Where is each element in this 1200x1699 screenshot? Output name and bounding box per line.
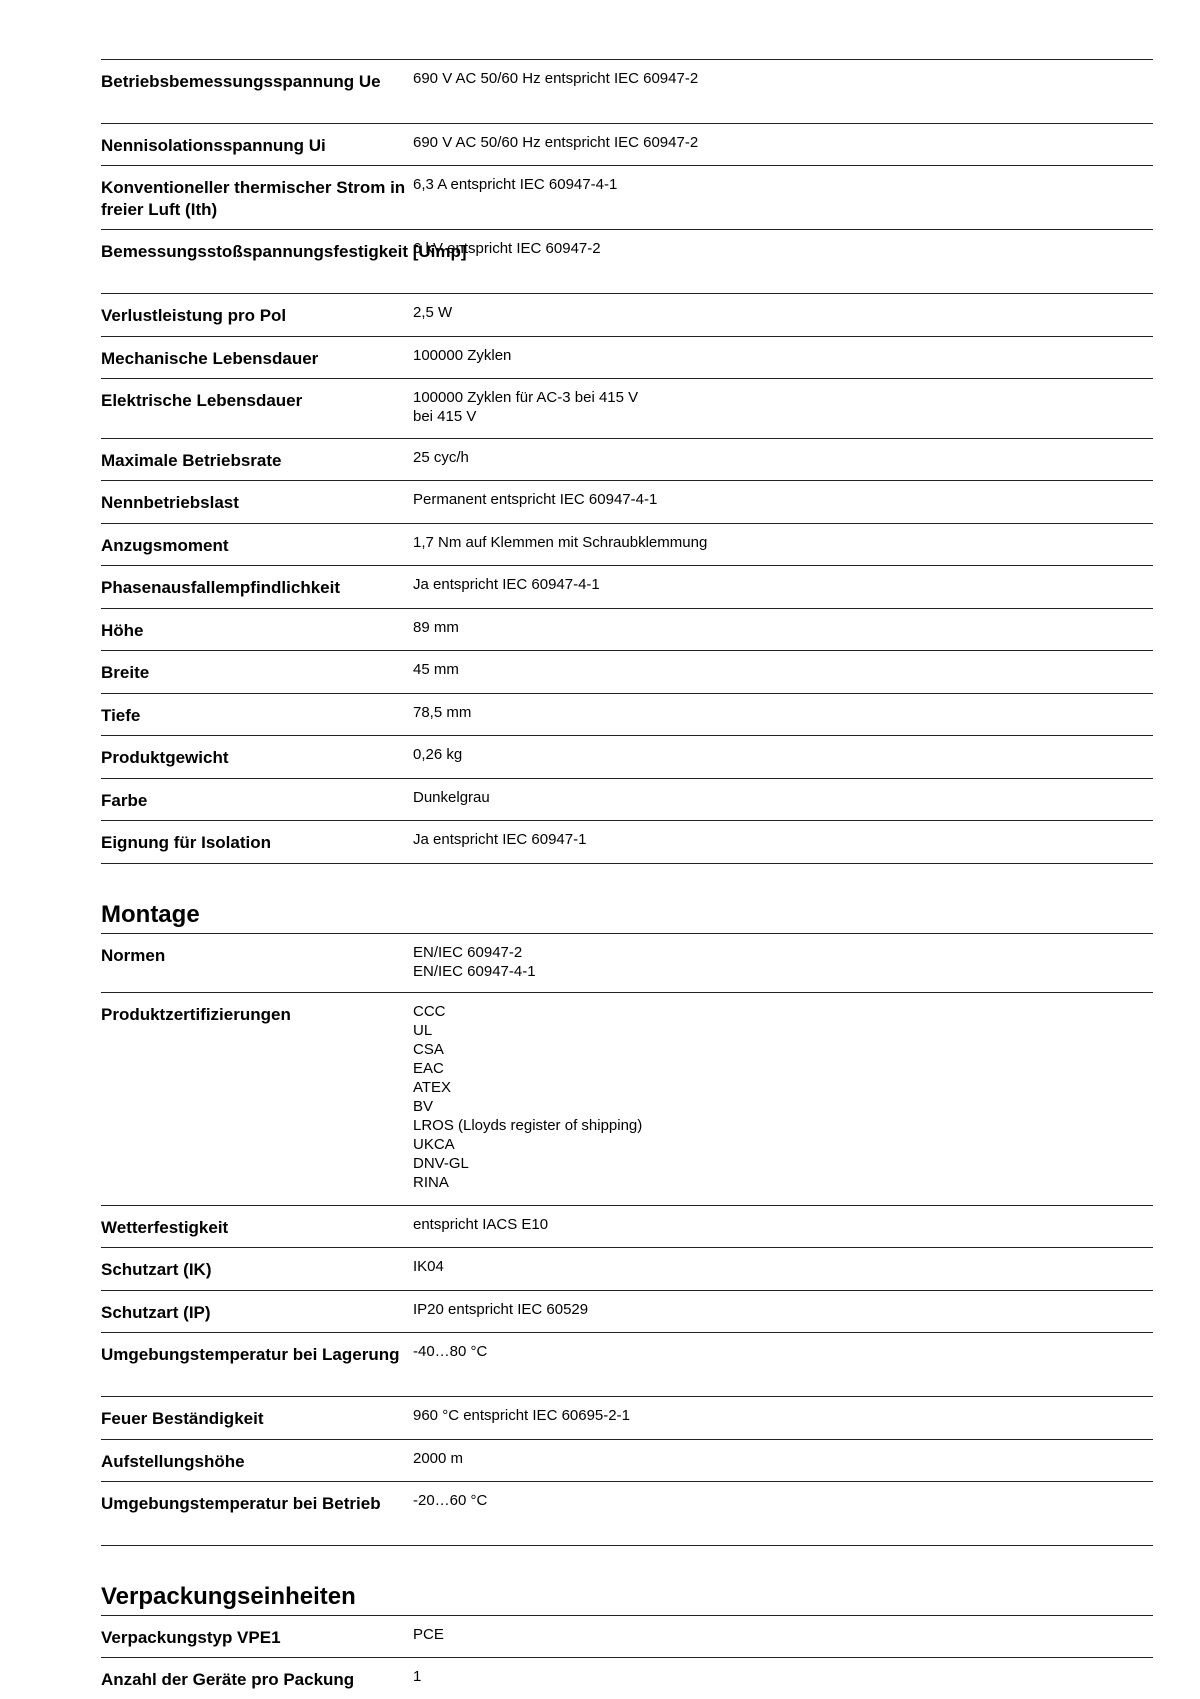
spec-label: Produktzertifizierungen [101, 1005, 291, 1024]
spec-value: IP20 entspricht IEC 60529 [413, 1301, 589, 1318]
spec-row [101, 523, 1153, 565]
section-title-verpackungseinheiten: Verpackungseinheiten [101, 1583, 356, 1610]
spec-value: 25 cyc/h [413, 449, 469, 466]
spec-row [101, 1205, 1153, 1247]
spec-value: 100000 Zyklen für AC-3 bei 415 V bei 415 V [413, 389, 639, 425]
spec-label: Schutzart (IP) [101, 1303, 211, 1322]
spec-row [101, 59, 1153, 123]
spec-row [101, 650, 1153, 693]
spec-row [101, 1247, 1153, 1290]
spec-label: Bemessungsstoßspannungsfestigkeit [Uimp] [101, 242, 467, 261]
spec-row [101, 1657, 1153, 1699]
spec-row [101, 378, 1153, 438]
spec-value: 45 mm [413, 661, 459, 678]
spec-table-electrical [101, 59, 1153, 864]
spec-value: 2000 m [413, 1450, 464, 1467]
spec-row [101, 438, 1153, 480]
spec-row [101, 933, 1153, 992]
spec-value: Permanent entspricht IEC 60947-4-1 [413, 491, 658, 508]
spec-row [101, 1439, 1153, 1481]
spec-label: Elektrische Lebensdauer [101, 391, 303, 410]
spec-label: Schutzart (IK) [101, 1260, 212, 1279]
spec-value: 1 [413, 1668, 422, 1685]
spec-label: Normen [101, 946, 166, 965]
spec-value: IK04 [413, 1258, 444, 1275]
spec-row [101, 123, 1153, 165]
spec-value: 690 V AC 50/60 Hz entspricht IEC 60947-2 [413, 70, 699, 87]
spec-label: Feuer Beständigkeit [101, 1409, 264, 1428]
spec-label: Nennbetriebslast [101, 493, 239, 512]
spec-label: Verlustleistung pro Pol [101, 306, 287, 325]
spec-label: Anzugsmoment [101, 536, 229, 555]
spec-row [101, 735, 1153, 778]
spec-label: Betriebsbemessungsspannung Ue [101, 72, 381, 91]
spec-label: Tiefe [101, 706, 141, 725]
spec-value: -40…80 °C [413, 1343, 488, 1360]
spec-row [101, 165, 1153, 229]
section-title-montage: Montage [101, 901, 200, 928]
spec-label: Phasenausfallempfindlichkeit [101, 578, 341, 597]
spec-row [101, 693, 1153, 735]
spec-row [101, 1332, 1153, 1396]
spec-row [101, 1290, 1153, 1332]
spec-label: Breite [101, 663, 150, 682]
spec-label: Verpackungstyp VPE1 [101, 1628, 281, 1647]
spec-value: 89 mm [413, 619, 459, 636]
spec-row [101, 992, 1153, 1205]
spec-value: 960 °C entspricht IEC 60695-2-1 [413, 1407, 630, 1424]
spec-value: 78,5 mm [413, 704, 472, 721]
spec-row [101, 778, 1153, 820]
spec-label: Anzahl der Geräte pro Packung [101, 1670, 355, 1689]
spec-value: Ja entspricht IEC 60947-4-1 [413, 576, 600, 593]
spec-row [101, 1396, 1153, 1439]
spec-value: 100000 Zyklen [413, 347, 512, 364]
spec-value: 690 V AC 50/60 Hz entspricht IEC 60947-2 [413, 134, 699, 151]
spec-label: Maximale Betriebsrate [101, 451, 282, 470]
spec-label: Konventioneller thermischer Strom in freier Luft (Ith) [101, 178, 406, 219]
spec-value: EN/IEC 60947-2 EN/IEC 60947-4-1 [413, 944, 536, 980]
spec-row [101, 565, 1153, 608]
spec-row [101, 608, 1153, 650]
spec-label: Farbe [101, 791, 148, 810]
spec-value: CCC UL CSA EAC ATEX BV LROS (Lloyds register of shipping) UKCA DNV-GL RINA [413, 1003, 643, 1191]
spec-value: Dunkelgrau [413, 789, 490, 806]
spec-label: Produktgewicht [101, 748, 229, 767]
spec-label: Aufstellungshöhe [101, 1452, 245, 1471]
spec-value: entspricht IACS E10 [413, 1216, 549, 1233]
spec-row [101, 820, 1153, 863]
spec-row [101, 1481, 1153, 1545]
spec-label: Umgebungstemperatur bei Betrieb [101, 1494, 381, 1513]
spec-label: Wetterfestigkeit [101, 1218, 229, 1237]
spec-value: 1,7 Nm auf Klemmen mit Schraubklemmung [413, 534, 708, 551]
spec-value: Ja entspricht IEC 60947-1 [413, 831, 587, 848]
spec-label: Nennisolationsspannung Ui [101, 136, 326, 155]
spec-label: Mechanische Lebensdauer [101, 349, 319, 368]
spec-label: Umgebungstemperatur bei Lagerung [101, 1345, 400, 1364]
spec-table-packaging [101, 1615, 1153, 1699]
spec-value: -20…60 °C [413, 1492, 488, 1509]
spec-label: Eignung für Isolation [101, 833, 271, 852]
spec-row [101, 293, 1153, 336]
spec-label: Höhe [101, 621, 144, 640]
spec-value: 6 kV entspricht IEC 60947-2 [413, 240, 601, 257]
spec-value: 0,26 kg [413, 746, 463, 763]
spec-value: 6,3 A entspricht IEC 60947-4-1 [413, 176, 618, 193]
spec-value: PCE [413, 1626, 444, 1643]
spec-row [101, 229, 1153, 293]
spec-row [101, 336, 1153, 378]
spec-table-montage [101, 933, 1153, 1546]
spec-row [101, 1615, 1153, 1657]
datasheet-page [101, 59, 1153, 1699]
spec-row [101, 480, 1153, 523]
spec-value: 2,5 W [413, 304, 453, 321]
